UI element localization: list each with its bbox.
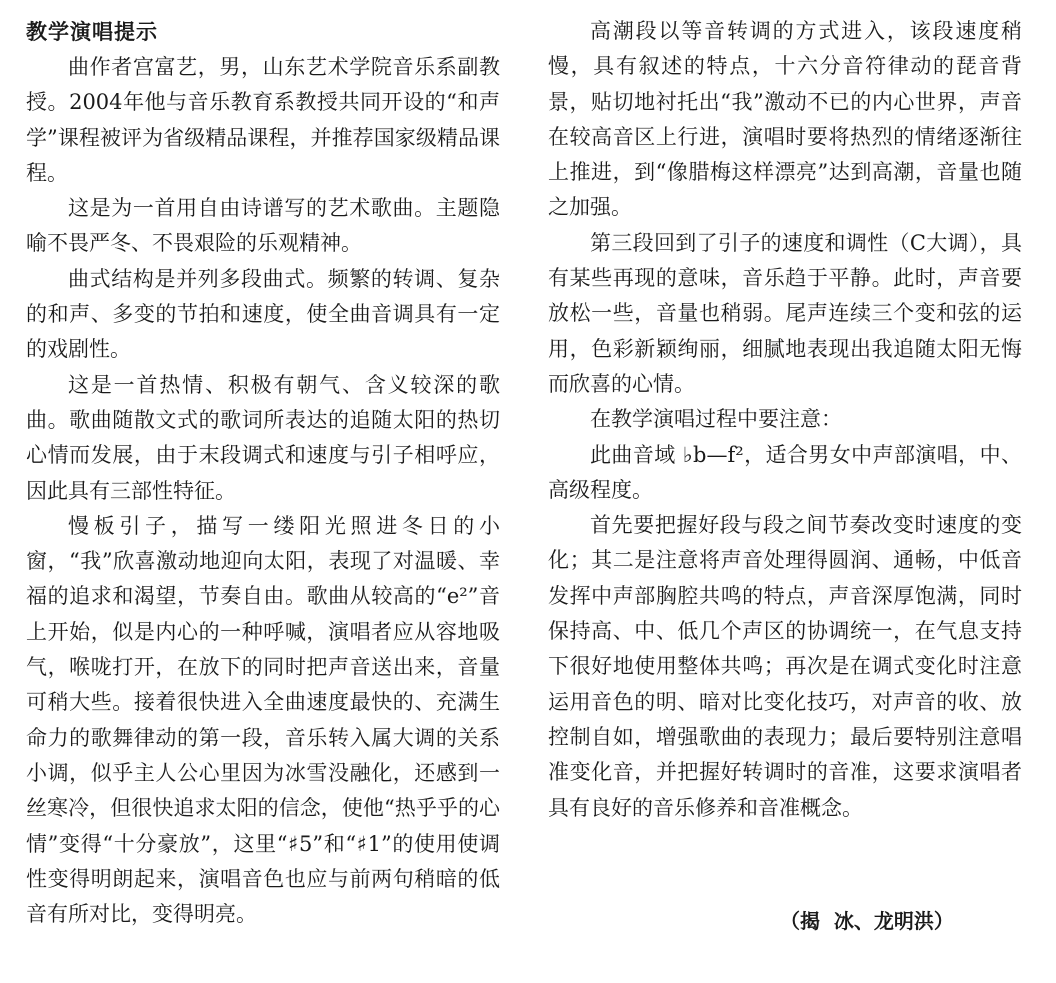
paragraph-form-structure: 曲式结构是并列多段曲式。频繁的转调、复杂的和声、多变的节拍和速度，使全曲音调具有一定的戏剧性。 [26,266,500,362]
paragraph-climax-section: 高潮段以等音转调的方式进入，该段速度稍慢，具有叙述的特点，十六分音符律动的琵音背景，贴切地衬托出“我”激动不已的内心世界，声音在较高音区上行进，演唱时要将热烈的情绪逐渐往上推进，到“像腊梅这样漂亮”达到高潮，音量也随之加强。 [548,19,1022,220]
paragraph-performance-advice: 首先要把握好段与段之间节奏改变时速度的变化；其二是注意将声音处理得圆润、通畅，中低音发挥中声部胸腔共鸣的特点，声音深厚饱满，同时保持高、中、低几个声区的协调统一，在气息支持下很好地使用整体共鸣；再次是在调式变化时注意运用音色的明、暗对比变化技巧，对声音的收、放控制自如，增强歌曲的表现力；最后要特别注意唱准变化音，并把握好转调时的音准，这要求演唱者具有良好的音乐修养和音准概念。 [548,513,1022,820]
author-signature: （揭 冰、龙明洪） [780,909,954,933]
paragraph-third-section: 第三段回到了引子的速度和调性（C大调），具有某些再现的意味，音乐趋于平静。此时，声音要放松一些，音量也稍弱。尾声连续三个变和弦的运用，色彩新颖绚丽，细腻地表现出我追随太阳无悔而欣喜的心情。 [548,230,1022,396]
section-heading: 教学演唱提示 [26,20,158,44]
paragraph-introduction-analysis: 慢板引子，描写一缕阳光照进冬日的小窗，“我”欣喜激动地迎向太阳，表现了对温暖、幸福的追求和渴望，节奏自由。歌曲从较高的“e²”音上开始，似是内心的一种呼喊，演唱者应从容地吸气，喉咙打开，在放下的同时把声音送出来，音量可稍大些。接着很快进入全曲速度最快的、充满生命力的歌舞律动的第一段，音乐转入属大调的关系小调，似乎主人公心里因为冰雪没融化，还感到一丝寒冷，但很快追求太阳的信念，使他“热乎乎的心情”变得“十分豪放”，这里“♯5”和“♯1”的使用使调性变得明朗起来，演唱音色也应与前两句稍暗的低音有所对比，变得明亮。 [26,513,500,927]
paragraph-song-theme: 这是为一首用自由诗谱写的艺术歌曲。主题隐喻不畏严冬、不畏艰险的乐观精神。 [26,196,500,256]
paragraph-song-character: 这是一首热情、积极有朝气、含义较深的歌曲。歌曲随散文式的歌词所表达的追随太阳的热切心情而发展，由于末段调式和速度与引子相呼应，因此具有三部性特征。 [26,372,500,503]
paragraph-composer-intro: 曲作者宫富艺，男，山东艺术学院音乐系副教授。2004年他与音乐教育系教授共同开设的“和声学”课程被评为省级精品课程，并推荐国家级精品课程。 [26,55,500,185]
left-column [26,14,500,932]
right-column [548,14,1022,826]
paragraph-teaching-notes: 在教学演唱过程中要注意： [590,407,842,432]
paragraph-vocal-range: 此曲音域 ♭b—f²，适合男女中声部演唱，中、高级程度。 [548,442,1022,502]
